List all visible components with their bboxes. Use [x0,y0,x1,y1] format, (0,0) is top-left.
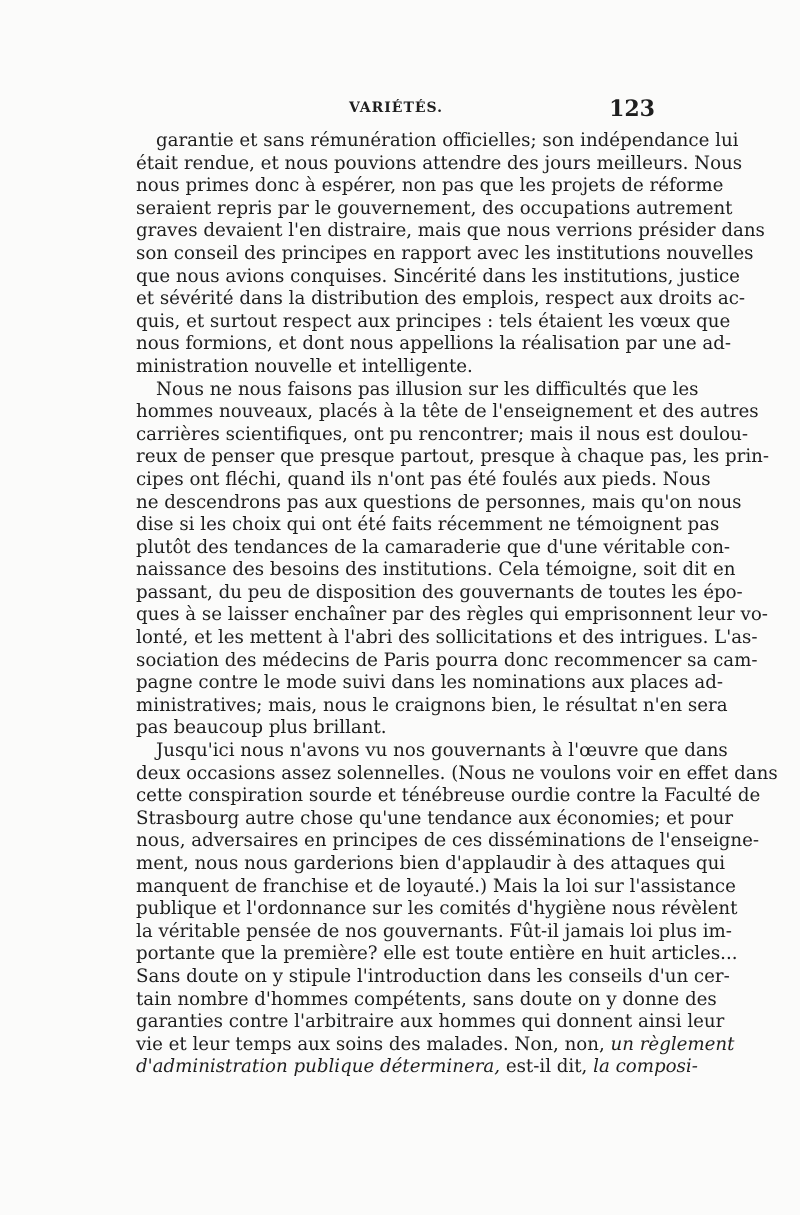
line-text: manquent de franchise et de loyauté.) Mais la loi sur l'assistance [136,875,736,897]
text-line [136,1056,698,1079]
line-text: deux occasions assez solennelles. (Nous ne voulons voir en effet dans [136,762,778,784]
line-text: Strasbourg autre chose qu'une tendance aux économies; et pour [136,807,734,829]
italic-text: d'administration publique déterminera, [136,1056,501,1078]
line-text: pas beaucoup plus brillant. [136,717,387,739]
line-text: nous primes donc à espérer, non pas que les projets de réforme [136,175,724,197]
line-text: garanties contre l'arbitraire aux hommes qui donnent ainsi leur [136,1011,725,1033]
text-line [136,694,728,718]
text-line [136,807,734,831]
text-line [136,920,732,944]
line-text: pagne contre le mode suivi dans les nominations aux places ad- [136,672,724,694]
running-head [137,96,655,126]
text-line [136,649,758,673]
text-line [136,988,717,1012]
italic-text: la composi- [593,1056,698,1078]
line-text: cette conspiration sourde et ténébreuse ourdie contre la Faculté de [136,785,761,807]
line-text: sociation des médecins de Paris pourra donc recommencer sa cam- [136,649,758,671]
text-line [136,356,656,379]
line-text: seraient repris par le gouvernement, des occupations autrement [136,197,733,219]
text-line [136,604,768,627]
text-line [136,853,726,876]
line-text: hommes nouveaux, placés à la tête de l'enseignement et des autres [136,401,759,423]
text-line [136,401,759,424]
text-line [136,423,748,447]
text-line [136,830,760,853]
line-text: quis, et surtout respect aux principes : tels étaient les vœux que [136,310,731,332]
line-text: vie et leur temps aux soins des malades. Non, non, [136,1033,605,1055]
line-text: et sévérité dans la distribution des emplois, respect aux droits ac- [136,288,746,310]
line-text: Sans doute on y stipule l'introduction dans les conseils d'un cer- [136,965,730,987]
line-text: était rendue, et nous pouvions attendre des jours meilleurs. Nous [136,152,743,174]
line-text: Jusqu'ici nous n'avons vu nos gouvernants à l'œuvre que dans [156,740,728,762]
line-text: Nous ne nous faisons pas illusion sur les difficultés que les [156,378,699,400]
line-text: nous formions, et dont nous appellions la réalisation par une ad- [136,333,732,355]
line-text: portante que la première? elle est toute entière en huit articles... [136,943,738,965]
line-text: reux de penser que presque partout, presque à chaque pas, les prin- [136,446,770,468]
text-line [136,717,656,740]
italic-text: un règlement [610,1033,735,1055]
body-text [136,130,778,1079]
text-line [136,378,699,402]
text-line [136,559,736,582]
text-line [136,220,765,243]
line-text: la véritable pensée de nos gouvernants. Fût-il jamais loi plus im- [136,920,732,942]
line-text: ministratives; mais, nous le craignons bien, le résultat n'en sera [136,694,728,716]
line-text: passant, du peu de disposition des gouvernants de toutes les épo- [136,581,743,603]
text-line [136,875,736,899]
line-text: son conseil des principes en rapport avec les institutions nouvelles [136,242,754,264]
line-text: lonté, et les mettent à l'abri des sollicitations et des intrigues. L'as- [136,627,758,649]
text-line [136,310,731,334]
text-line [136,333,732,356]
text-line [136,446,770,469]
line-text: ne descendrons pas aux questions de personnes, mais qu'on nous [136,491,742,513]
text-line [136,130,739,153]
text-line [136,740,728,763]
line-text: nous, adversaires en principes de ces disséminations de l'enseigne- [136,830,760,852]
line-text: publique et l'ordonnance sur les comités d'hygiène nous révèlent [136,898,738,920]
line-text: est-il dit, [500,1056,588,1078]
text-line [136,1033,735,1057]
line-text: ministration nouvelle et intelligente. [136,355,473,377]
text-line [136,627,758,650]
text-line [136,197,733,221]
line-text: dise si les choix qui ont été faits récemment ne témoignent pas [136,514,720,536]
text-line [136,491,742,515]
paragraph [136,740,778,1079]
text-line [136,514,720,537]
text-line [136,943,738,966]
text-line [136,265,740,289]
paragraph [136,130,765,379]
text-line [136,762,778,786]
text-line [136,175,724,198]
text-line [136,672,724,695]
line-text: graves devaient l'en distraire, mais que nous verrions présider dans [136,220,765,242]
line-text: carrières scientifiques, ont pu rencontrer; mais il nous est doulou- [136,423,748,445]
text-line [136,785,761,808]
line-text: naissance des besoins des institutions. Cela témoigne, soit dit en [136,559,736,581]
page-number: 123 [609,96,655,122]
line-text: tain nombre d'hommes compétents, sans doute on y donne des [136,988,717,1010]
text-line [136,536,731,560]
line-text: ques à se laisser enchaîner par des règles qui emprisonnent leur vo- [136,604,768,626]
line-text: plutôt des tendances de la camaraderie que d'une véritable con- [136,536,731,558]
line-text: ment, nous nous garderions bien d'applaudir à des attaques qui [136,853,726,874]
running-title: VARIÉTÉS. [348,100,444,116]
text-line [136,965,730,989]
text-line [136,288,746,311]
text-line [136,152,743,176]
text-line [136,468,711,492]
line-text: que nous avions conquises. Sincérité dans les institutions, justice [136,265,740,287]
paragraph [136,378,770,741]
text-line [136,1011,725,1034]
text-line [136,581,743,605]
line-text: garantie et sans rémunération officielles; son indépendance lui [156,130,739,151]
text-line [136,898,738,921]
text-line [136,242,754,266]
line-text: cipes ont fléchi, quand ils n'ont pas été foulés aux pieds. Nous [136,468,711,490]
